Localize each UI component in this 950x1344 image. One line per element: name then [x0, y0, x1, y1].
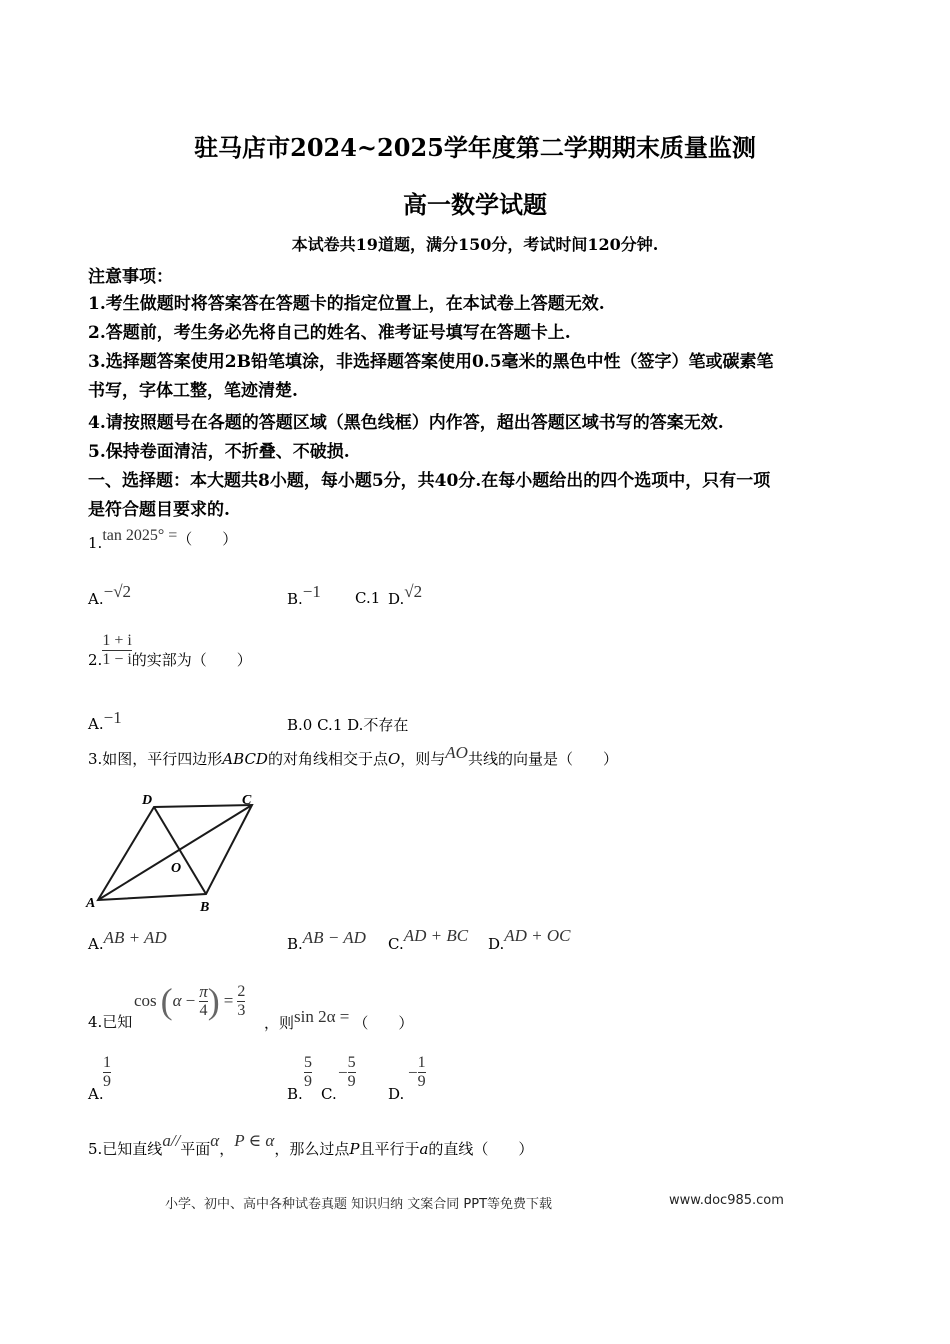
q1-paren: （ ） [177, 530, 238, 548]
q4-option-d-value [408, 1054, 426, 1091]
exam-info: 本试卷共19道题，满分150分，考试时间120分钟. [291, 235, 659, 254]
q1-option-b [287, 582, 321, 608]
option-label: A. [88, 935, 104, 953]
option-value: −√2 [103, 582, 132, 601]
q5-text: ， [219, 1140, 235, 1158]
parallelogram-lines [98, 805, 252, 900]
label-o: O [171, 861, 182, 876]
option-value: AB + AD [103, 928, 167, 947]
note-item: 4.请按照题号在各题的答题区域（黑色线框）内作答，超出答题区域书写的答案无效. [88, 413, 724, 433]
q4-option-b-value [304, 1054, 312, 1091]
frac-denominator: 1 − i [102, 651, 132, 668]
option-label: B. [287, 590, 303, 608]
q4-option-b-label: B. [287, 1085, 303, 1103]
question-3 [88, 743, 618, 769]
option-label: A. [88, 590, 104, 608]
frac-numerator: π [199, 981, 208, 1001]
frac-numerator: 5 [304, 1054, 312, 1071]
fraction [304, 1054, 312, 1091]
cos-function: cos [134, 991, 157, 1010]
two-thirds [237, 983, 245, 1020]
frac-denominator: 9 [304, 1073, 312, 1090]
fraction [348, 1054, 356, 1091]
q1-option-c: C.1 [355, 589, 381, 607]
note-item: 书写，字体工整，笔迹清楚. [88, 381, 298, 401]
frac-denominator: 9 [103, 1073, 111, 1090]
section-heading: 一、选择题：本大题共8小题，每小题5分，共40分.在每小题给出的四个选项中，只有一项 [88, 471, 771, 491]
label-b: B [200, 900, 210, 915]
exam-subtitle: 高一数学试题 [403, 190, 547, 219]
right-paren: ) [207, 981, 220, 1021]
notes-heading: 注意事项： [88, 267, 173, 287]
option-label: D. [388, 590, 405, 608]
option-value: −1 [103, 708, 122, 727]
frac-numerator: 5 [347, 1054, 356, 1071]
q4-tail [264, 1006, 414, 1032]
q4-option-d-label: D. [388, 1085, 405, 1103]
footer-site-link[interactable]: www.doc985.com [669, 1193, 784, 1208]
frac-numerator: 1 [417, 1054, 426, 1071]
frac-denominator: 9 [347, 1073, 356, 1090]
question-1 [88, 524, 238, 552]
q4-paren: （ ） [353, 1014, 414, 1032]
left-paren: ( [160, 981, 173, 1021]
option-value: √2 [404, 582, 423, 601]
q3-parallelogram: ABCD [222, 750, 268, 768]
label-c: C [242, 793, 252, 808]
q5-text: 的直线（ ） [428, 1140, 534, 1158]
note-item: 3.选择题答案使用2B铅笔填涂，非选择题答案使用0.5毫米的黑色中性（签字）笔或碳素笔 [88, 352, 774, 372]
q5-point-in-plane: P ∈ α [234, 1131, 275, 1150]
note-item: 2.答题前，考生务必先将自己的姓名、准考证号填写在答题卡上. [88, 323, 571, 343]
label-a: A [86, 896, 96, 911]
option-value: AD + OC [504, 926, 571, 945]
exam-title: 驻马店市2024~2025学年度第二学期期末质量监测 [194, 133, 756, 162]
question-5 [88, 1130, 534, 1158]
q3-text: 的对角线相交于点 [267, 750, 388, 768]
q3-option-c [388, 926, 469, 953]
fraction [418, 1054, 426, 1091]
q1-expression: tan 2025° = [102, 527, 178, 544]
q4-condition [134, 976, 245, 1026]
q2-fraction [102, 632, 131, 669]
label-d: D [142, 793, 153, 808]
option-label: D. [488, 935, 505, 953]
q5-text: ，那么过点 [274, 1140, 350, 1158]
q3-text: ，则与 [400, 750, 446, 768]
q2-option-a [88, 708, 122, 733]
q2-text: 的实部为（ ） [131, 650, 252, 669]
note-item: 1.考生做题时将答案答在答题卡的指定位置上，在本试卷上答题无效. [88, 294, 605, 314]
pi-over-4 [199, 983, 208, 1020]
q4-option-c-value [338, 1054, 356, 1091]
equals-sign: = [223, 991, 234, 1010]
alpha: α [172, 991, 182, 1010]
q5-text: 且平行于 [359, 1140, 420, 1158]
q3-text: 共线的向量是（ ） [467, 750, 618, 768]
frac-numerator: 1 + i [102, 632, 132, 649]
q1-option-d [388, 582, 423, 608]
question-2 [88, 632, 252, 669]
q4-option-a-value [103, 1054, 111, 1091]
q5-text: 5.已知直线 [88, 1140, 163, 1158]
parallelogram-figure [84, 790, 264, 915]
q3-text: 3.如图，平行四边形 [88, 750, 223, 768]
option-value: −1 [302, 582, 321, 601]
q4-then: ，则 [264, 1014, 295, 1032]
q2-number: 2. [88, 650, 103, 669]
sin-expression: sin 2α = [294, 1007, 350, 1026]
q3-vector: AO [445, 743, 468, 762]
fraction [103, 1054, 111, 1091]
q1-option-a [88, 582, 132, 608]
option-label: B. [287, 935, 303, 953]
frac-numerator: 2 [237, 982, 246, 1000]
minus-sign: − [408, 1062, 418, 1082]
frac-denominator: 3 [237, 1001, 246, 1019]
footer-text: 小学、初中、高中各种试卷真题 知识归纳 文案合同 PPT等免费下载 [165, 1197, 553, 1212]
q3-option-a [88, 928, 167, 953]
option-value: AD + BC [403, 926, 469, 945]
frac-denominator: 9 [417, 1073, 426, 1090]
frac-denominator: 4 [199, 1001, 208, 1019]
q5-point: P [349, 1140, 360, 1158]
q5-text: 平面 [180, 1140, 211, 1158]
section-heading-cont: 是符合题目要求的. [88, 500, 230, 520]
q1-number: 1. [88, 534, 103, 552]
frac-numerator: 1 [103, 1054, 111, 1071]
minus-sign: − [185, 991, 196, 1010]
q3-point: O [387, 750, 401, 768]
q3-option-d [488, 926, 571, 953]
q4-option-c-label: C. [321, 1085, 337, 1103]
q2-options-rest: B.0 C.1 D.不存在 [287, 716, 409, 734]
q5-line-parallel: a// [162, 1131, 181, 1150]
note-item: 5.保持卷面清洁，不折叠、不破损. [88, 442, 350, 462]
q4-option-a-label: A. [88, 1085, 104, 1103]
option-label: A. [88, 715, 104, 733]
option-label: C. [388, 935, 404, 953]
minus-sign: − [338, 1062, 348, 1082]
q5-plane-alpha: α [210, 1131, 220, 1150]
option-value: AB − AD [302, 928, 366, 947]
q3-option-b [287, 928, 366, 953]
q5-line: a [419, 1140, 429, 1158]
q4-prefix: 4.已知 [88, 1013, 133, 1031]
